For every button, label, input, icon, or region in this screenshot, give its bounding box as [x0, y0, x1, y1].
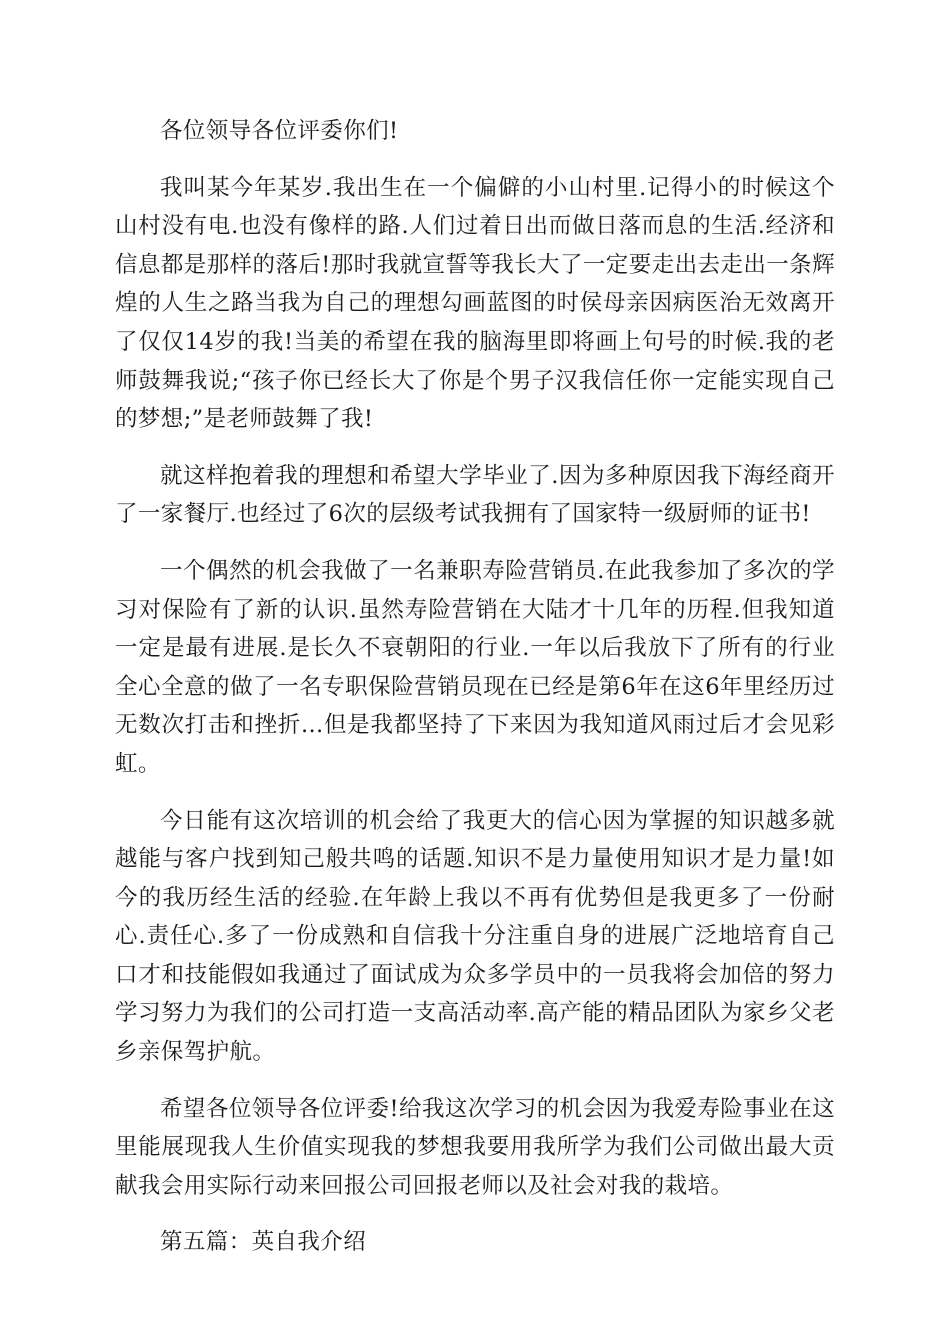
closing-paragraph: 希望各位领导各位评委!给我这次学习的机会因为我爱寿险事业在这里能展现我人生价值实现我的梦想我要用我所学为我们公司做出最大贡献我会用实际行动来回报公司回报老师以及社会对我的栽培。	[115, 1095, 835, 1199]
training-paragraph: 今日能有这次培训的机会给了我更大的信心因为掌握的知识越多就越能与客户找到知己般共鸣的话题.知识不是力量使用知识才是力量!如今的我历经生活的经验.在年龄上我以不再有优势但是我更多了一份耐心.责任心.多了一份成熟和自信我十分注重自身的进展广泛地培育自己口才和技能假如我通过了面试成为众多学员中的一员我将会加倍的努力学习努力为我们的公司打造一支高活动率.高产能的精品团队为家乡父老乡亲保驾护航。	[115, 807, 835, 1066]
document-body	[115, 112, 835, 1280]
background-paragraph: 我叫某今年某岁.我出生在一个偏僻的小山村里.记得小的时候这个山村没有电.也没有像样的路.人们过着日出而做日落而息的生活.经济和信息都是那样的落后!那时我就宣誓等我长大了一定要走出去走出一条辉煌的人生之路当我为自己的理想勾画蓝图的时侯母亲因病医治无效离开了仅仅14岁的我!当美的希望在我的脑海里即将画上句号的时候.我的老师鼓舞我说;“孩子你已经长大了你是个男子汉我信任你一定能实现自己的梦想;”是老师鼓舞了我!	[115, 174, 835, 433]
section-heading: 第五篇：英自我介绍	[160, 1229, 367, 1256]
education-paragraph: 就这样抱着我的理想和希望大学毕业了.因为多种原因我下海经商开了一家餐厅.也经过了6次的层级考试我拥有了国家特一级厨师的证书!	[115, 462, 835, 528]
greeting-paragraph: 各位领导各位评委你们!	[160, 118, 399, 144]
career-paragraph: 一个偶然的机会我做了一名兼职寿险营销员.在此我参加了多次的学习对保险有了新的认识.虽然寿险营销在大陆才十几年的历程.但我知道一定是最有进展.是长久不衰朝阳的行业.一年以后我放下了所有的行业全心全意的做了一名专职保险营销员现在已经是第6年在这6年里经历过无数次打击和挫折...但是我都坚持了下来因为我知道风雨过后才会见彩虹。	[115, 557, 835, 777]
